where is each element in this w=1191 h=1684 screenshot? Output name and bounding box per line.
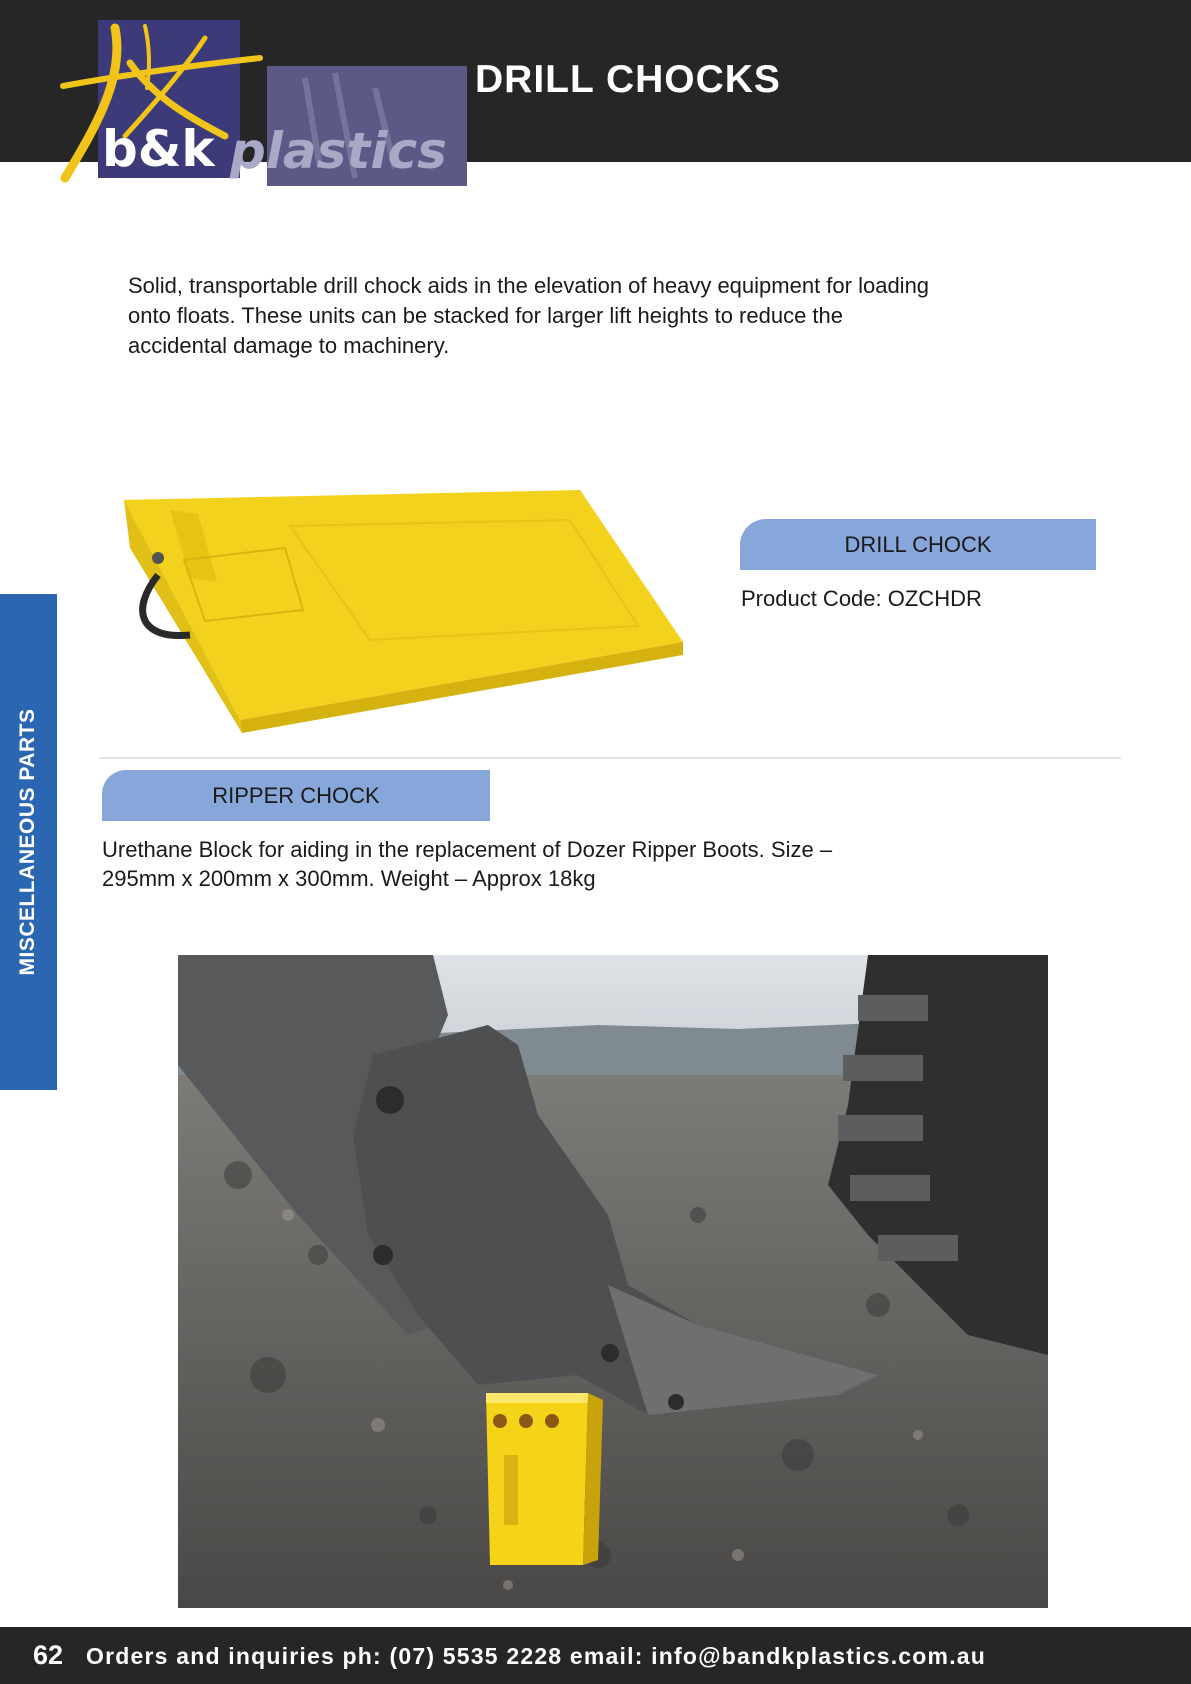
page-title: DRILL CHOCKS [475,58,781,101]
section-divider [99,757,1121,759]
intro-paragraph: Solid, transportable drill chock aids in the elevation of heavy equipment for loading onto floats. These units can be stacked for larger lift heights to reduce the accidental damage to machinery. [128,273,930,358]
page-number: 62 [33,1640,64,1670]
ripper-chock-label: RIPPER CHOCK [102,770,490,821]
drill-chock-image [110,490,700,740]
section-side-tab [0,594,57,1090]
contact-info: Orders and inquiries ph: (07) 5535 2228 email: info@bandkplastics.com.au [86,1643,987,1669]
ripper-chock-photo [178,955,1048,1608]
ripper-chock-description: Urethane Block for aiding in the replacement of Dozer Ripper Boots. Size – 295mm x 200mm x 300mm. Weight – Approx 18kg [102,837,833,891]
drill-chock-product-code: Product Code: OZCHDR [741,586,982,611]
svg-text:b&k: b&k [102,120,215,178]
section-side-tab-label: MISCELLANEOUS PARTS [16,708,39,976]
svg-text:plastics: plastics [230,122,447,180]
company-logo [55,18,475,188]
drill-chock-label: DRILL CHOCK [740,519,1096,570]
